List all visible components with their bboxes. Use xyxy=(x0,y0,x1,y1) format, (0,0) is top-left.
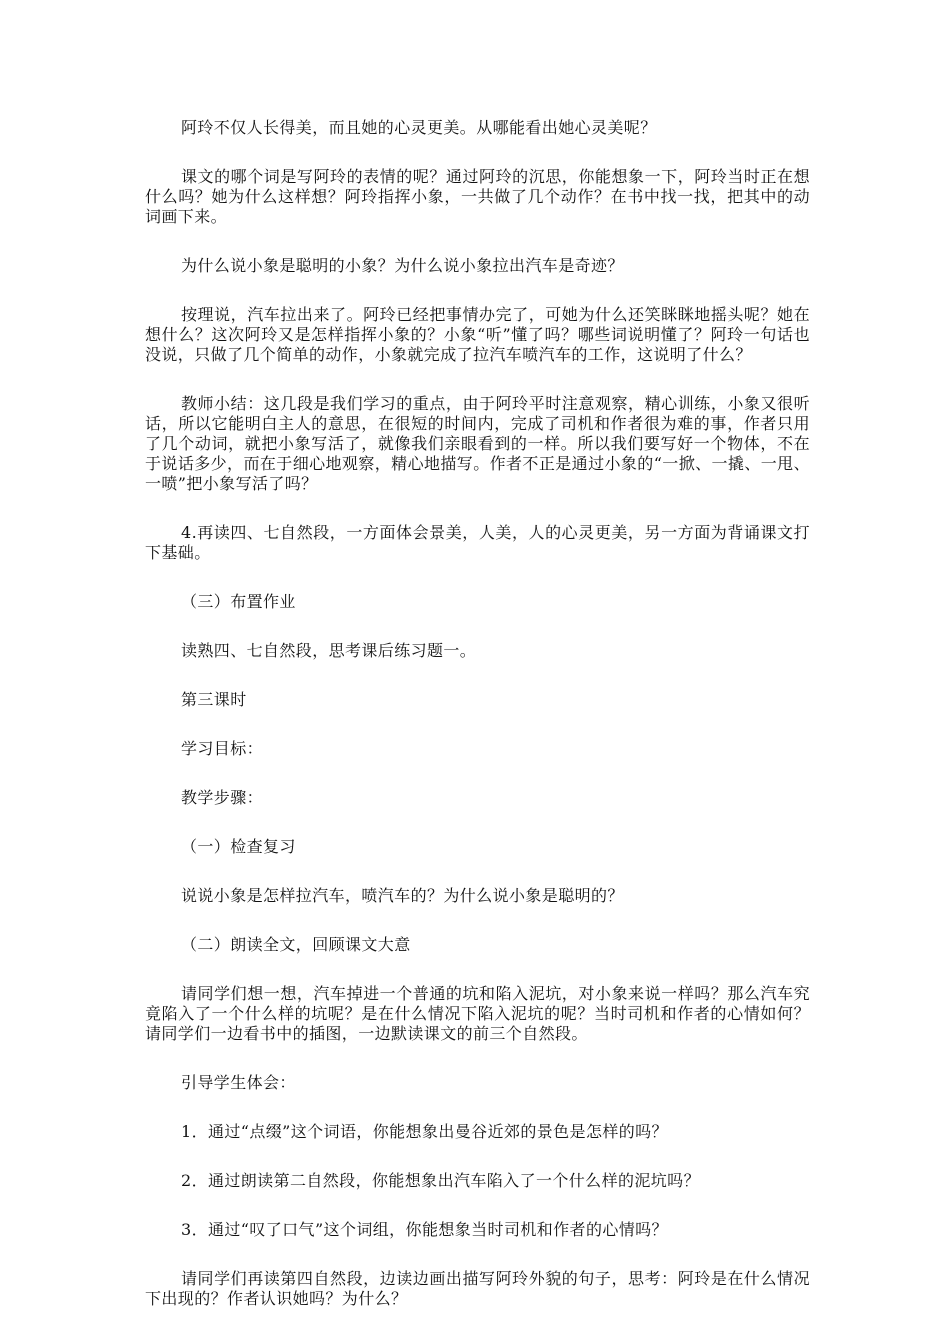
paragraph-homework-task: 读熟四、七自然段，思考课后练习题一。 xyxy=(181,641,477,660)
label-learning-goals: 学习目标： xyxy=(181,739,264,758)
list-item-2: 2．通过朗读第二自然段，你能想象出汽车陷入了一个什么样的泥坑吗？ xyxy=(181,1171,700,1190)
label-guide-students: 引导学生体会： xyxy=(181,1073,296,1092)
section-heading-homework: （三）布置作业 xyxy=(181,592,296,611)
heading-third-lesson: 第三课时 xyxy=(181,690,247,709)
section-heading-review: （一）检查复习 xyxy=(181,837,296,856)
paragraph-smart-elephant-question: 为什么说小象是聪明的小象？为什么说小象拉出汽车是奇迹？ xyxy=(181,256,624,275)
section-heading-read-aloud: （二）朗读全文，回顾课文大意 xyxy=(181,935,411,954)
paragraph-shake-head-question: 按理说，汽车拉出来了。阿玲已经把事情办完了，可她为什么还笑眯眯地摇头呢？她在想什么？这次阿玲又是怎样指挥小象的？小象“听”懂了吗？哪些词说明懂了？阿玲一句话也没说，只做了几个简单的动作，小象就完成了拉汽车喷汽车的工作，这说明了什么？ xyxy=(145,305,810,364)
paragraph-expression-question: 课文的哪个词是写阿玲的表情的呢？通过阿玲的沉思，你能想象一下，阿玲当时正在想什么吗？她为什么这样想？阿玲指挥小象，一共做了几个动作？在书中找一找，把其中的动词画下来。 xyxy=(145,167,810,226)
paragraph-ailing-appearance: 请同学们再读第四自然段，边读边画出描写阿玲外貌的句子，思考：阿玲是在什么情况下出现的？作者认识她吗？为什么？ xyxy=(145,1269,810,1308)
label-teaching-steps: 教学步骤： xyxy=(181,788,264,807)
list-item-1: 1．通过“点缀”这个词语，你能想象出曼谷近郊的景色是怎样的吗？ xyxy=(181,1122,668,1141)
paragraph-ailing-heart: 阿玲不仅人长得美，而且她的心灵更美。从哪能看出她心灵美呢？ xyxy=(181,118,657,137)
paragraph-reread-step-4: 4.再读四、七自然段，一方面体会景美，人美，人的心灵更美，另一方面为背诵课文打下基础。 xyxy=(145,523,810,562)
paragraph-mud-pit-question: 请同学们想一想，汽车掉进一个普通的坑和陷入泥坑，对小象来说一样吗？那么汽车究竟陷入了一个什么样的坑呢？是在什么情况下陷入泥坑的呢？当时司机和作者的心情如何？请同学们一边看书中的插图，一边默读课文的前三个自然段。 xyxy=(145,984,810,1043)
paragraph-teacher-summary: 教师小结：这几段是我们学习的重点，由于阿玲平时注意观察，精心训练，小象又很听话，所以它能明白主人的意思，在很短的时间内，完成了司机和作者很为难的事，作者只用了几个动词，就把小象写活了，就像我们亲眼看到的一样。所以我们要写好一个物体，不在于说话多少，而在于细心地观察，精心地描写。作者不正是通过小象的“一掀、一撬、一甩、一喷”把小象写活了吗？ xyxy=(145,394,810,493)
document-page xyxy=(145,118,810,1338)
list-item-3: 3．通过“叹了口气”这个词组，你能想象当时司机和作者的心情吗？ xyxy=(181,1220,668,1239)
paragraph-review-question: 说说小象是怎样拉汽车，喷汽车的？为什么说小象是聪明的？ xyxy=(181,886,624,905)
